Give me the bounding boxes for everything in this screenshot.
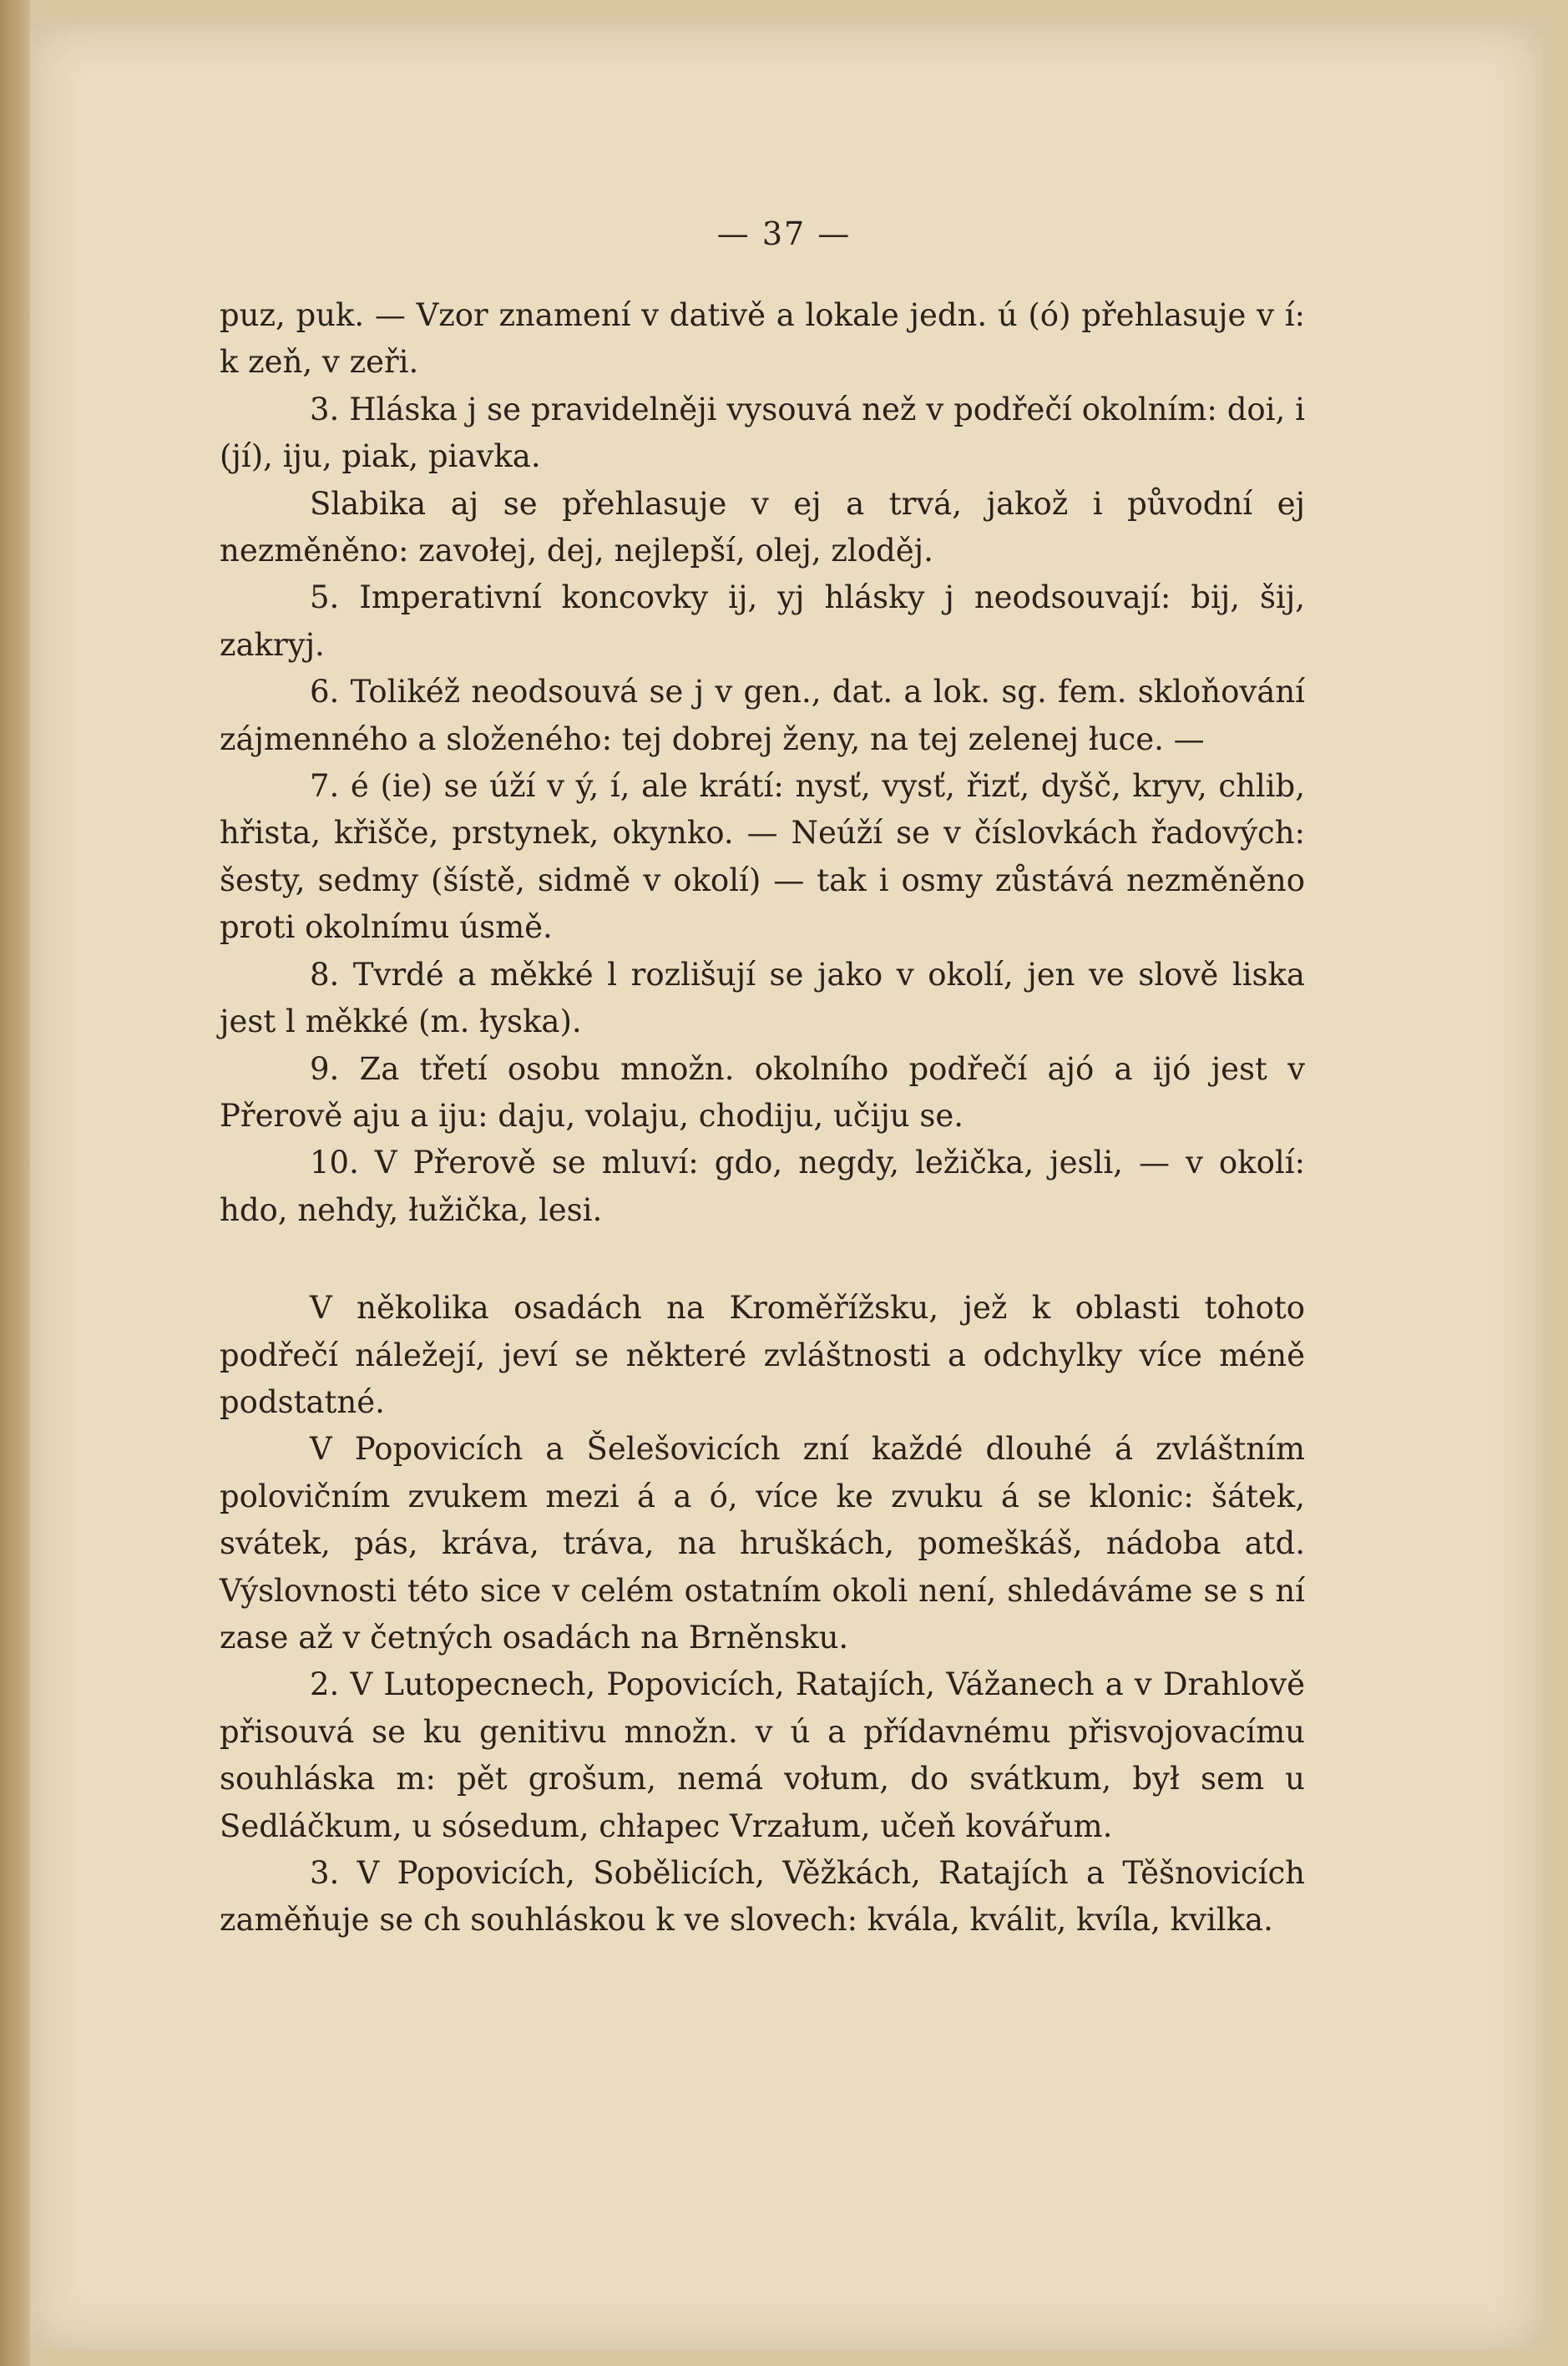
paragraph: 6. Tolikéž neodsouvá se j v gen., dat. a lok. sg. fem. skloňování zájmenného a složeného: tej dobrej ženy, na tej zelenej łuce. — <box>220 674 1305 757</box>
paragraph: 3. V Popovicích, Sobělicích, Věžkách, Ratajích a Těšnovicích zaměňuje se ch souhláskou k ve slovech: kvála, kválit, kvíla, kvilka. <box>220 1855 1305 1939</box>
paragraph: V Popovicích a Šelešovicích zní každé dlouhé á zvláštním polovičním zvukem mezi á a ó, více ke zvuku á se klonic: šátek, svátek, pás, kráva, tráva, na hruškách, pomeškáš, nádoba atd. Výslovnosti této sice v celém ostatním okoli není, shledáváme se s ní zase až v četných osadách na Brněnsku. <box>220 1431 1305 1656</box>
paragraph: V několika osadách na Kroměřížsku, jež k oblasti tohoto podřečí náležejí, jeví se některé zvláštnosti a odchylky více méně podstatné. <box>220 1290 1305 1420</box>
page-left-edge <box>0 0 30 2366</box>
body-text <box>220 292 1305 1944</box>
paragraph: 10. V Přerově se mluví: gdo, negdy, ležička, jesli, — v okolí: hdo, nehdy, łužička, lesi. <box>220 1145 1305 1228</box>
page-number: — 37 — <box>716 215 852 252</box>
paragraph: Slabika aj se přehlasuje v ej a trvá, jakož i původní ej nezměněno: zavołej, dej, nejlepší, olej, zloděj. <box>220 485 1305 569</box>
paragraph: 3. Hláska j se pravidelněji vysouvá než v podřečí okolním: doi, i (jí), iju, piak, piavka. <box>220 391 1305 475</box>
paragraph: 8. Tvrdé a měkké l rozlišují se jako v okolí, jen ve slově liska jest l měkké (m. łyska). <box>220 956 1305 1040</box>
paragraph: puz, puk. — Vzor znamení v dativě a lokale jedn. ú (ó) přehlasuje v í: k zeň, v zeři. <box>220 297 1305 381</box>
paragraph: 2. V Lutopecnech, Popovicích, Ratajích, Vážanech a v Drahlově přisouvá se ku genitivu množn. v ú a přídavnému přisvojovacímu souhláska m: pět grošum, nemá vołum, do svátkum, był sem u Sedláčkum, u sósedum, chłapec Vrzałum, učeň kovářum. <box>220 1666 1305 1844</box>
paragraph: 9. Za třetí osobu množn. okolního podřečí ajó a ijó jest v Přerově aju a iju: daju, volaju, chodiju, učiju se. <box>220 1050 1305 1134</box>
paragraph: 5. Imperativní koncovky ij, yj hlásky j neodsouvají: bij, šij, zakryj. <box>220 579 1305 663</box>
paragraph: 7. é (ie) se úží v ý, í, ale krátí: nysť, vysť, řizť, dyšč, kryv, chlib, hřista, křišče, prstynek, okynko. — Neúží se v číslovkách řadových: šesty, sedmy (šístě, sidmě v okolí) — tak i osmy zůstává nezměněno proti okolnímu úsmě. <box>220 768 1305 946</box>
